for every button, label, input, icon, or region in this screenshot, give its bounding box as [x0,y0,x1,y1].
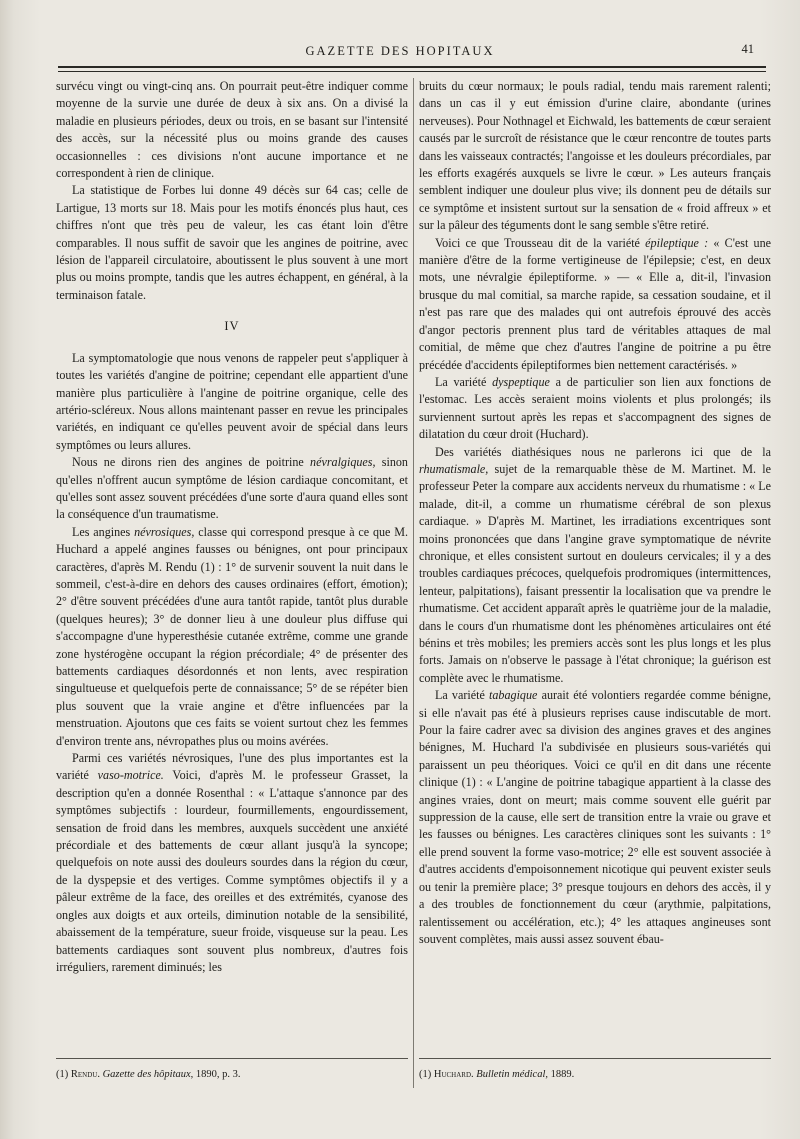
right-column [419,78,771,948]
paragraph: Nous ne dirons rien des angines de poitrine névralgiques, sinon qu'elles n'offrent aucun symptôme de lésion cardiaque concomitant, et qu'elles sont assez souvent précédées d'une sorte d'aura quand elles sont la conséquence d'un traumatisme. [56,455,408,522]
paragraph: Voici ce que Trousseau dit de la variété épileptique : « C'est une manière d'être de la forme vertigineuse de l'épilepsie; c'est, en deux mots, une névralgie épileptiforme. » — « Elle a, dit-il, l'invasion brusque du mal comitial, sa marche rapide, sa cessation soudaine, et il n'est pas rare que des malades qui ont autrefois éprouvé des accès d'angor pectoris prennent plus tard de véritables attaques de mal comitial, de même que chez d'autres l'angine de poitrine a pu être précédée d'accidents épileptiformes bien nettement caractérisés. » [419,235,771,372]
paragraph: La variété tabagique aurait été volontiers regardée comme bénigne, si elle n'avait pas été à plusieurs reprises cause indiscutable de mort. Pour la faire cadrer avec sa division des angines graves et des angines bénignes, M. Huchard l'a subdivisée en plusieurs sous-variétés qui paraissent un peu théoriques. Voici ce qu'il en dit dans une récente clinique (1) : « L'angine de poitrine tabagique appartient à la classe des angines vraies, dont on meurt; mais comme souvent elle guérit par suppression de la cause, elle sert de transition entre la vraie ou grave et les fausses ou bénignes. Les caractères cliniques sont les suivants : 1° elle prend souvent la forme vaso-motrice; 2° elle est souvent associée à d'autres accidents d'empoisonnement nicotique qui peuvent exister seuls ou tenir la première place; 3° presque toujours en dehors des accès, il y a des troubles de fonctionnement du cœur (arythmie, palpitations, ralentissement ou accélération, etc.); 4° les attaques angineuses sont souvent complètes, mais aussi assez souvent ébau- [419,688,771,946]
header-rule-thin [58,71,766,72]
footnote-rule-right [419,1058,771,1059]
footnote-left: (1) Rendu. Gazette des hôpitaux, 1890, p. 3. [56,1069,241,1080]
section-heading: IV [224,319,240,334]
paragraph: Les angines névrosiques, classe qui correspond presque à ce que M. Huchard a appelé angines fausses ou bénignes, ont pour principaux caractères, d'après M. Rendu (1) : 1° de survenir souvent la nuit dans le sommeil, c'est-à-dire en dehors des causes ordinaires (effort, émotion); 2° d'être souvent précédées d'une aura tantôt rapide, tantôt plus durable (quelques heures); 3° de donner lieu à une douleur plus diffuse qui s'accompagne d'une hyperesthésie cutanée extrême, comme une grande zone hystérogène occupant la région précordiale; 4° de présenter des battements cardiaques désordonnés et non lents, avec respiration singultueuse et quelquefois perte de connaissance; 5° de se répéter bien plus souvent que la vraie angine et d'être influencées par la menstruation. Ajoutons que ces faits se voient surtout chez les femmes d'environ trente ans, névropathes plus ou moins avérées. [56,524,409,748]
footnote-rule-left [56,1058,408,1059]
footnote-right: (1) Huchard. Bulletin médical, 1889. [419,1069,575,1080]
paragraph: Des variétés diathésiques nous ne parlerons ici que de la rhumatismale, sujet de la remarquable thèse de M. Martinet. M. le professeur Peter la compare aux accidents nerveux du rhumatisme : « Le malade, dit-il, a comme un rhumatisme cérébral de son plexus cardiaque. » D'après M. Martinet, les irradiations excentriques sont moins prononcées que dans l'angine grave symptomatique de névrite chronique, et elles consistent surtout en douleurs cervicales; il y a des troubles cardiaques précoces, quelquefois prodromiques (intermittences, lenteur, palpitations), faisant pressentir la localisation que va prendre le rhumatisme. Cet accident apparaît après le quatrième jour de la maladie, dans le cours d'un rhumatisme dont les phénomènes articulaires ont été bénins et très mobiles; les premiers accès sont les plus longs et les plus forts. Jamais on n'observe le passage à l'état chronique; la guérison est complète avec le rhumatisme. [419,444,771,685]
paragraph: La variété dyspeptique a de particulier son lien aux fonctions de l'estomac. Les accès seraient moins violents et plus prolongés; ils surviennent surtout après les repas et s'accompagnent des signes de dilatation du cœur droit (Huchard). [419,374,771,442]
column-divider [413,78,414,1088]
header-rule-thick [58,66,766,68]
left-column [56,78,408,976]
running-header: GAZETTE DES HOPITAUX [305,44,495,58]
paragraph: La symptomatologie que nous venons de rappeler peut s'appliquer à toutes les variétés d'angine de poitrine; cependant elle appartient d'une manière plus particulière à l'angine de poitrine organique, celle des artério-scléreux. Nous allons maintenant passer en revue les principales variétés, en indiquant ce qu'elles peuvent avoir de spécial dans leurs symptômes ou leurs allures. [56,350,408,452]
paragraph: bruits du cœur normaux; le pouls radial, tendu mais rarement ralenti; dans un cas il y eut émission d'urine claire, abondante (urines nerveuses). Pour Nothnagel et Eichwald, les battements de cœur seraient causés par le surcroît de résistance que le cœur rencontre de toutes parts dans les vaisseaux contractés; l'angoisse et les douleurs précordiales, par les efforts exagérés auxquels se livre le cœur. » Les auteurs français semblent indiquer une douleur plus vive; ils donnent peu de détails sur ce symptôme et insistent surtout sur la sensation de « froid affreux » et sur la pâleur des téguments dont le sang semble s'être retiré. [419,79,771,233]
paragraph: Parmi ces variétés névrosiques, l'une des plus importantes est la variété vaso-motrice. Voici, d'après M. le professeur Grasset, la description qu'en a donnée Rosenthal : « L'attaque s'annonce par des symptômes subjectifs : lourdeur, fourmillements, engourdissement, sensation de froid dans les membres, auxquels succèdent une anxiété précordiale et des battements de cœur allant jusqu'à la syncope; quelquefois on note aussi des douleurs sourdes dans la région du cœur, de la dyspepsie et des vertiges. Comme symptômes objectifs il y a pâleur extrême de la face, des oreilles et des extrémités, cyanose des ongles aux doigts et aux orteils, diminution notable de la sensibilité, abaissement de la température, sueur froide, visqueuse sur la peau. Les battements cardiaques sont souvent plus nombreux, d'autres fois irréguliers, rarement diminués; les [56,751,408,974]
page-number: 41 [741,42,754,56]
paragraph: La statistique de Forbes lui donne 49 décès sur 64 cas; celle de Lartigue, 13 morts sur 18. Mais pour les motifs énoncés plus haut, ces chiffres n'ont que très peu de valeur, les cas étant loin d'être comparables. Il nous suffit de savoir que les angines de poitrine, avec lésion de l'appareil circulatoire, aboutissent le plus souvent à une mort plus ou moins prompte, tandis que les autres échappent, en général, à la terminaison fatale. [56,183,408,302]
paragraph: survécu vingt ou vingt-cinq ans. On pourrait peut-être indiquer comme moyenne de la survie une durée de deux à six ans. On a divisé la maladie en plusieurs périodes, deux ou trois, en se basant sur l'intensité des accès, sur la nécessité plus ou moins grande des causes occasionnelles : ces divisions n'ont aucune importance et ne correspondent à rien de clinique. [56,79,408,181]
